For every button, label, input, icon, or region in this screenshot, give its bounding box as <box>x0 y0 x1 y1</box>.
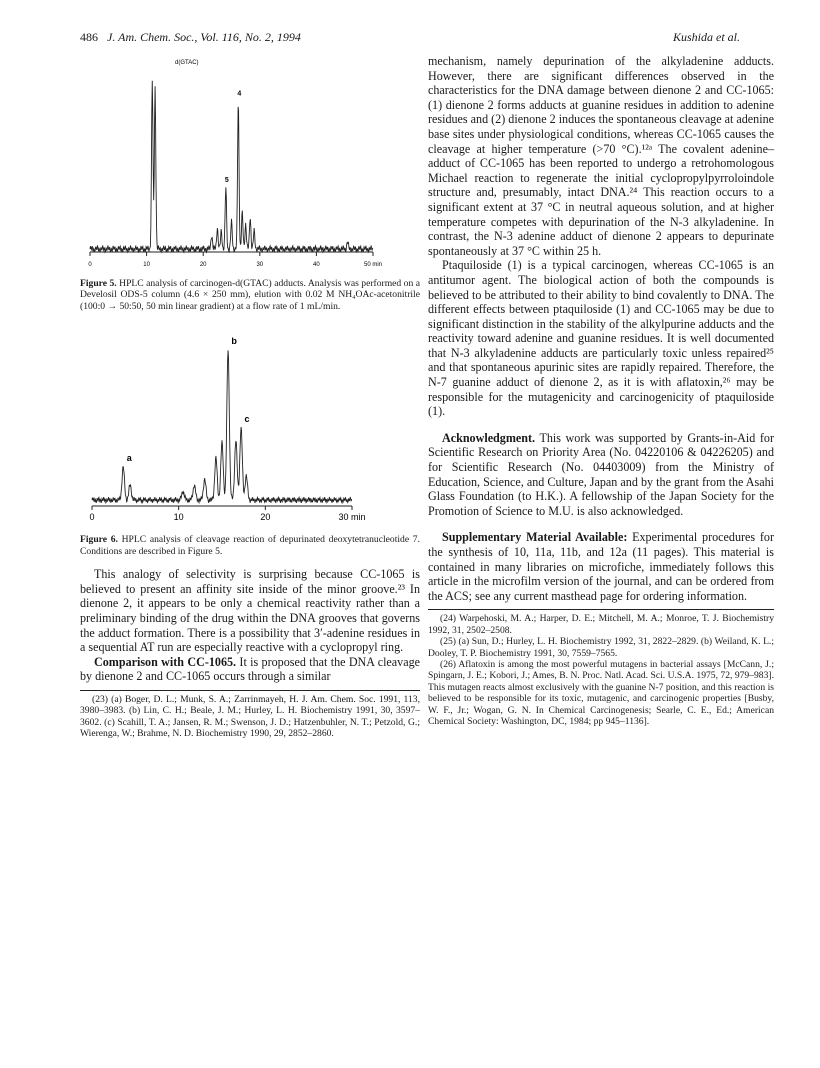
x-tick-label: 10 <box>143 262 150 268</box>
running-header-left <box>80 30 301 45</box>
paragraph-comparison <box>80 655 420 684</box>
x-tick-label: 50 min <box>363 262 383 268</box>
paragraph-ptaquiloside: Ptaquiloside (1) is a typical carcinogen, whereas CC-1065 is an antitumor agent. The biological action of both the compounds is believed to be attributed to their ability to bind covalently to DNA. The different effects between ptaquiloside (1) and CC-1065 may be due to significant distinction in the stability of the alkylpurine adducts and the reactivity toward adenine and guanine residues. It is well documented that N-3 alkyladenine adducts are particularly toxic unless repaired²⁵ and that spontaneous apurinic sites are rapidly repaired. Therefore, the N-7 guanine adduct of dienone 2, as it is with aflatoxin,²⁶ may be responsible for the mutagenicity and carcinogenicity of ptaquiloside (1). <box>428 258 774 419</box>
paragraph-mechanism: mechanism, namely depurination of the alkyladenine adducts. However, there are significant differences observed in the characteristics for the DNA damage between dienone 2 and CC-1065: (1) dienone 2 forms adducts at guanine residues in addition to adenine residues and (2) dienone 2 induces the spontaneous cleavage at adenine base sites under physiological conditions, whereas CC-1065 causes the cleavage at higher temperature (>70 °C).¹²ᵃ The covalent adenine–adduct of CC-1065 has been reported to undergo a retrohomologous Michael reaction to regenerate the initial cyclopropylpyrroloindole structure and, presumably, intact DNA.²⁴ This reaction occurs to a significant extent at 37 °C in neutral aqueous solution, and at higher temperature competes with depurination of the N-3 alkyladenine. In contrast, the N-3 adenine adduct of dienone 2 appears to depurinate spontaneously at 37 °C within 25 h. <box>428 54 774 258</box>
peak-label: c <box>244 414 250 425</box>
x-tick-label: 20 <box>260 512 271 523</box>
figure-6-chromatogram <box>80 322 380 528</box>
x-tick-label: 20 <box>199 262 207 268</box>
x-tick-label: 0 <box>89 512 95 523</box>
right-column <box>428 54 774 727</box>
supplementary-text: Experimental procedures for the synthesis of 10, 11a, 11b, and 12a (11 pages). This material is contained in many libraries on microfiche, immediately follows this article in the microfilm version of the journal, and can be ordered from the ACS; see any current masthead page for ordering information. <box>428 530 774 603</box>
figure-5-caption <box>80 278 420 313</box>
x-tick-label: 40 <box>313 262 320 268</box>
peak-label: 4 <box>237 90 242 98</box>
sample-label: d(GTAC) <box>175 60 199 66</box>
caption-text: HPLC analysis of cleavage reaction of depurinated deoxytetranucleotide 7. Conditions are described in Figure 5. <box>80 533 420 557</box>
peak-label: a <box>126 453 132 464</box>
caption-label: Figure 5. <box>80 277 117 289</box>
footnote-23: (23) (a) Boger, D. L.; Munk, S. A.; Zarrinmayeh, H. J. Am. Chem. Soc. 1991, 113, 3980–3983. (b) Lin, C. H.; Beale, J. M.; Hurley, L. H. Biochemistry 1991, 30, 3597–3602. (c) Scahill, T. A.; Jansen, R. M.; Swenson, J. D.; Hatzenbuhler, N. T.; Petzold, G.; Wierenga, W.; Brahme, N. D. Biochemistry 1990, 29, 2852–2860. <box>80 693 420 740</box>
peak-label: b <box>231 336 237 347</box>
x-tick-label: 10 <box>173 512 184 523</box>
footnote-24: (24) Warpehoski, M. A.; Harper, D. E.; Mitchell, M. A.; Monroe, T. J. Biochemistry 1992, 31, 2502–2508. <box>428 613 774 636</box>
running-header-authors: Kushida et al. <box>672 30 740 44</box>
x-tick-label: 0 <box>88 262 92 268</box>
footnotes-right <box>428 609 774 727</box>
chromatogram-trace <box>90 81 373 253</box>
caption-text: HPLC analysis of carcinogen-d(GTAC) adducts. Analysis was performed on a Develosil ODS-5 column (4.6 × 250 mm), elution with 0.02 M NH₄OAc-acetonitrile (100:0 → 50:50, 50 min linear gradient) at a flow rate of 1 mL/min. <box>80 277 420 312</box>
acknowledgment-text: This work was supported by Grants-in-Aid for Scientific Research on Priority Area (No. 04220106 & 04226205) and for Scientific Research (No. 04403009) from the Ministry of Education, Science, and Culture, Japan and by the grant from the Asahi Glass Foundation (to H.K.). A fellowship of the Japan Society for the Promotion of Science to M.U. is also acknowledged. <box>428 430 774 518</box>
footnote-25: (25) (a) Sun, D.; Hurley, L. H. Biochemistry 1992, 31, 2822–2829. (b) Weiland, K. L.; Dooley, T. P. Biochemistry 1991, 30, 7559–7565. <box>428 636 774 659</box>
figure-6 <box>80 322 420 557</box>
page-number: 486 <box>80 30 98 44</box>
figure-5 <box>80 54 420 312</box>
journal-citation: J. Am. Chem. Soc., Vol. 116, No. 2, 1994 <box>107 30 301 44</box>
figure-6-caption <box>80 534 420 557</box>
acknowledgment <box>428 431 774 519</box>
footnotes-left <box>80 690 420 740</box>
paragraph-text: It is proposed that the DNA cleavage by dienone 2 and CC-1065 occurs through a similar <box>80 654 420 684</box>
acknowledgment-heading: Acknowledgment. <box>442 430 536 445</box>
footnote-26: (26) Aflatoxin is among the most powerful mutagens in bacterial assays [McCann, J.; Spingarn, J. E.; Kobori, J.; Ames, B. N. Proc. Natl. Acad. Sci. U.S.A. 1975, 72, 979–983]. This mutagen reacts almost exclusively with the guanine N-7 position, and this reaction is believed to be responsible for its toxic, mutagenic, and carcinogenic properties [Busby, W. F., Jr.; Wogan, G. N. In Chemical Carcinogenesis; Searle, C. E., Ed.; American Chemical Society: Washington, DC, 1984; pp 945–1136]. <box>428 659 774 728</box>
chromatogram-trace <box>92 351 352 504</box>
figure-5-chromatogram <box>80 54 383 272</box>
supplementary-material <box>428 530 774 603</box>
section-heading: Comparison with CC-1065. <box>94 654 237 669</box>
supplementary-heading: Supplementary Material Available: <box>442 530 628 545</box>
x-tick-label: 30 min <box>338 512 366 523</box>
caption-label: Figure 6. <box>80 533 118 545</box>
paragraph-selectivity: This analogy of selectivity is surprising because CC-1065 is believed to present an affinity site inside of the minor groove.²³ In dienone 2, it appears to be only a chemical reactivity rather than a preliminary binding of the drug within the DNA grooves that governs the adduct formation. There is a possibility that 3′-adenine residues in a sequential AT run are especially reactive with a cyclopropyl ring. <box>80 567 420 655</box>
left-column <box>80 54 420 740</box>
x-tick-label: 30 <box>256 262 264 268</box>
peak-label: 5 <box>224 176 229 184</box>
